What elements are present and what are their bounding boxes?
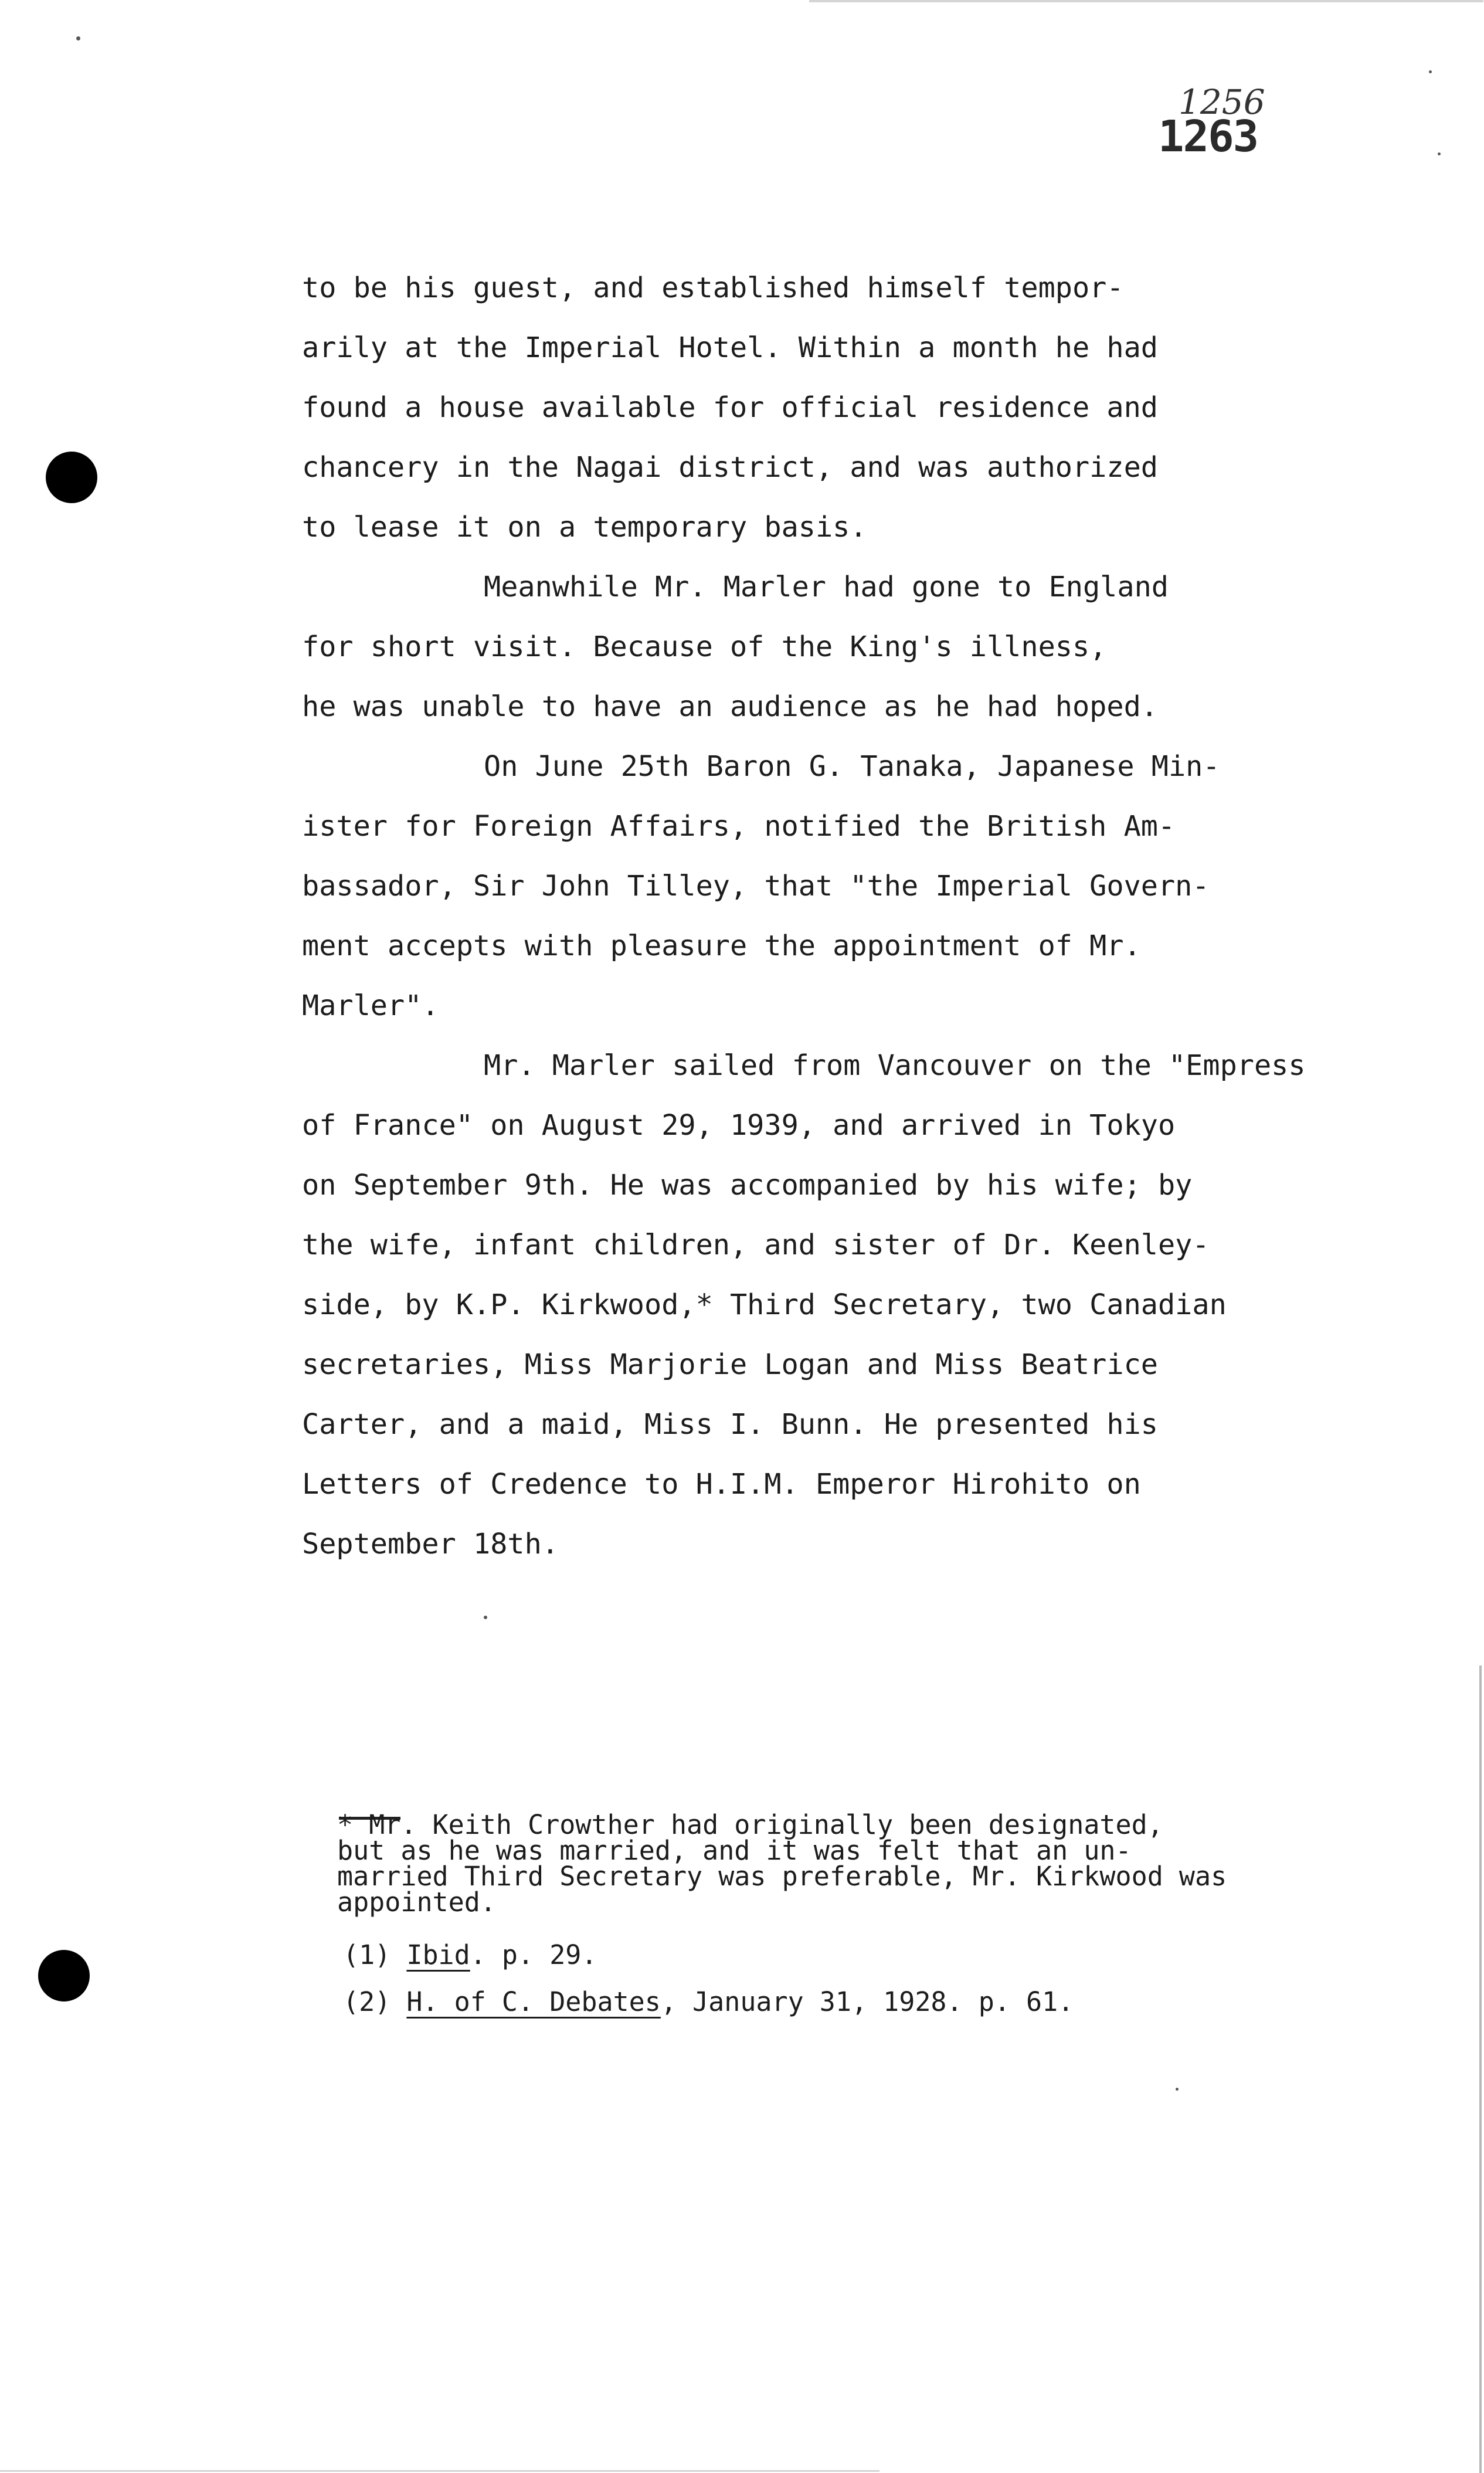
handwritten-page-number: 1256 [1179, 82, 1265, 122]
reference-number: (2) [343, 1986, 391, 2017]
text-line: Letters of Credence to H.I.M. Emperor Hirohito on [302, 1468, 1141, 1501]
text-line: Meanwhile Mr. Marler had gone to England [484, 571, 1169, 603]
text-line: the wife, infant children, and sister of Dr. Keenley- [302, 1229, 1210, 1261]
text-line: Mr. Marler sailed from Vancouver on the "Empress [484, 1049, 1306, 1082]
scan-speck [1438, 152, 1441, 155]
text-line: Marler". [302, 989, 439, 1022]
reference-title: Ibid [406, 1939, 470, 1970]
text-line: September 18th. [302, 1528, 559, 1561]
reference-rest: . p. 29. [470, 1939, 597, 1970]
footnotes [337, 1809, 1451, 2020]
footnote-line: but as he was married, and it was felt that an un- [337, 1835, 1132, 1866]
text-line: to be his guest, and established himself tempor- [302, 272, 1124, 304]
footnote-text: Mr. Keith Crowther had originally been designated, [369, 1809, 1163, 1840]
scan-speck [1429, 70, 1432, 73]
text-line: ister for Foreign Affairs, notified the British Am- [302, 810, 1176, 843]
text-line: ment accepts with pleasure the appointment of Mr. [302, 930, 1141, 962]
scan-speck [76, 36, 80, 40]
scan-speck [484, 1616, 487, 1619]
scan-edge-mark [1479, 1665, 1482, 2473]
text-line: to lease it on a temporary basis. [302, 511, 867, 544]
footnote-reference-1 [337, 1938, 1451, 1973]
reference-rest: , January 31, 1928. p. 61. [660, 1986, 1074, 2017]
text-line: secretaries, Miss Marjorie Logan and Miss Beatrice [302, 1348, 1158, 1381]
text-line: On June 25th Baron G. Tanaka, Japanese Min- [484, 750, 1220, 783]
footnote-line [337, 1809, 1451, 1840]
text-line: bassador, Sir John Tilley, that "the Imperial Govern- [302, 870, 1210, 903]
scan-edge-mark [0, 2470, 879, 2472]
reference-title: H. of C. Debates [406, 1986, 661, 2017]
footnote-reference-2 [337, 1984, 1451, 2020]
text-line: found a house available for official residence and [302, 391, 1158, 424]
footnote-star-marker: * [337, 1809, 354, 1840]
typed-page-number: 1263 [1158, 111, 1258, 162]
scan-edge-mark [809, 0, 1483, 2]
text-line: of France" on August 29, 1939, and arrived in Tokyo [302, 1109, 1176, 1142]
text-line: arily at the Imperial Hotel. Within a month he had [302, 331, 1158, 364]
footnote-line: married Third Secretary was preferable, Mr. Kirkwood was [337, 1861, 1227, 1892]
text-line: Carter, and a maid, Miss I. Bunn. He presented his [302, 1408, 1158, 1441]
body-text [302, 258, 1398, 1574]
punch-hole-top [46, 452, 97, 503]
scan-speck [1176, 2088, 1179, 2091]
text-line: for short visit. Because of the King's illness, [302, 630, 1107, 663]
text-line: on September 9th. He was accompanied by his wife; by [302, 1169, 1193, 1202]
footnote-line: appointed. [337, 1887, 496, 1918]
punch-hole-bottom [38, 1950, 90, 2002]
text-line: he was unable to have an audience as he had hoped. [302, 690, 1158, 723]
text-line: chancery in the Nagai district, and was authorized [302, 451, 1158, 484]
text-line: side, by K.P. Kirkwood,* Third Secretary, two Canadian [302, 1288, 1227, 1321]
reference-number: (1) [343, 1939, 391, 1970]
